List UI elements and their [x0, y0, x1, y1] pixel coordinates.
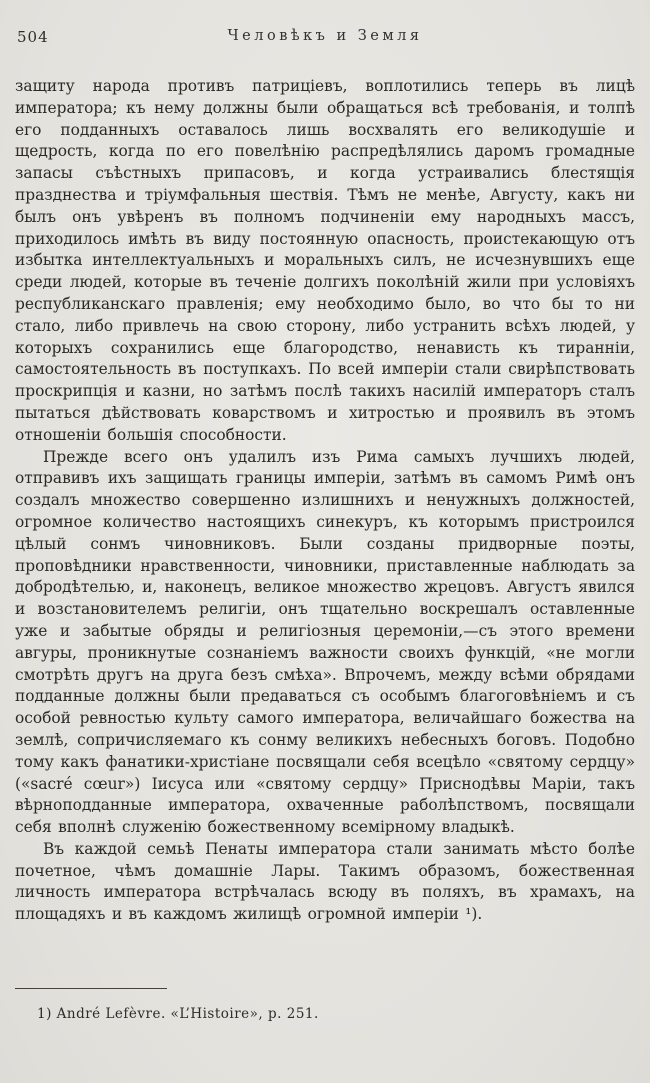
footnote-divider [15, 988, 167, 989]
page-header [0, 28, 650, 52]
page-number: 504 [17, 28, 49, 46]
paragraph-2: Прежде всего онъ удалилъ изъ Рима самыхъ лучшихъ людей, отправивъ ихъ защищать границы имперіи, затѣмъ въ самомъ Римѣ онъ создалъ множество совершенно излишнихъ и ненужныхъ должностей, огромное количество настоящихъ синекуръ, къ которымъ пристроился цѣлый сонмъ чиновниковъ. Были созданы придворные поэты, проповѣдники нравственности, чиновники, приставленные наблюдать за добродѣтелью, и, наконецъ, великое множество жрецовъ. Августъ явился и возстановителемъ религіи, онъ тщательно воскрешалъ оставленные уже и забытые обряды и религіозныя церемоніи,—съ этого времени авгуры, проникнутые сознаніемъ важности своихъ функцій, «не могли смотрѣть другъ на друга безъ смѣха». Впрочемъ, между всѣми обрядами подданные должны были предаваться съ особымъ благоговѣніемъ и съ особой ревностью культу самого императора, величайшаго божества на землѣ, сопричисляемаго къ сонму великихъ небесныхъ боговъ. Подобно тому какъ фанатики-христіане посвящали себя всецѣло «святому сердцу» («sacré cœur») Іисуса или «святому сердцу» Приснодѣвы Маріи, такъ вѣрноподданные императора, охваченные раболѣпствомъ, посвящали себя вполнѣ служенію божественному всемірному владыкѣ. [15, 447, 635, 837]
running-title: Человѣкъ и Земля [227, 28, 423, 44]
footnote: 1) André Lefèvre. «L’Histoire», p. 251. [37, 1006, 319, 1022]
page-body [15, 76, 635, 926]
paragraph-3: Въ каждой семьѣ Пенаты императора стали занимать мѣсто болѣе почетное, чѣмъ домашніе Лары. Такимъ образомъ, божественная личность императора встрѣчалась всюду въ поляхъ, въ храмахъ, на площадяхъ и въ каждомъ жилищѣ огромной имперіи ¹). [15, 839, 635, 924]
footnote-area [15, 988, 635, 1023]
paragraph-1: защиту народа противъ патриціевъ, воплотились теперь въ лицѣ императора; къ нему должны были обращаться всѣ требованія, и толпѣ его подданныхъ оставалось лишь восхвалять его великодушіе и щедрость, когда по его повелѣнію распредѣлялись даромъ громадные запасы съѣстныхъ припасовъ, и когда устраивались блестящія празднества и тріумфальныя шествія. Тѣмъ не менѣе, Августу, какъ ни былъ онъ увѣренъ въ полномъ подчиненіи ему народныхъ массъ, приходилось имѣть въ виду постоянную опасность, проистекающую отъ избытка интеллектуальныхъ и моральныхъ силъ, не исчезнувшихъ еще среди людей, которые въ теченіе долгихъ поколѣній жили при условіяхъ республиканскаго правленія; ему необходимо было, во что бы то ни стало, либо привлечь на свою сторону, либо устранить всѣхъ людей, у которыхъ сохранились еще благородство, ненависть къ тиранніи, самостоятельность въ поступкахъ. По всей имперіи стали свирѣпствовать проскрипція и казни, но затѣмъ послѣ такихъ насилій императоръ сталъ пытаться дѣйствовать коварствомъ и хитростью и проявилъ въ этомъ отношеніи большія способности. [15, 77, 635, 444]
